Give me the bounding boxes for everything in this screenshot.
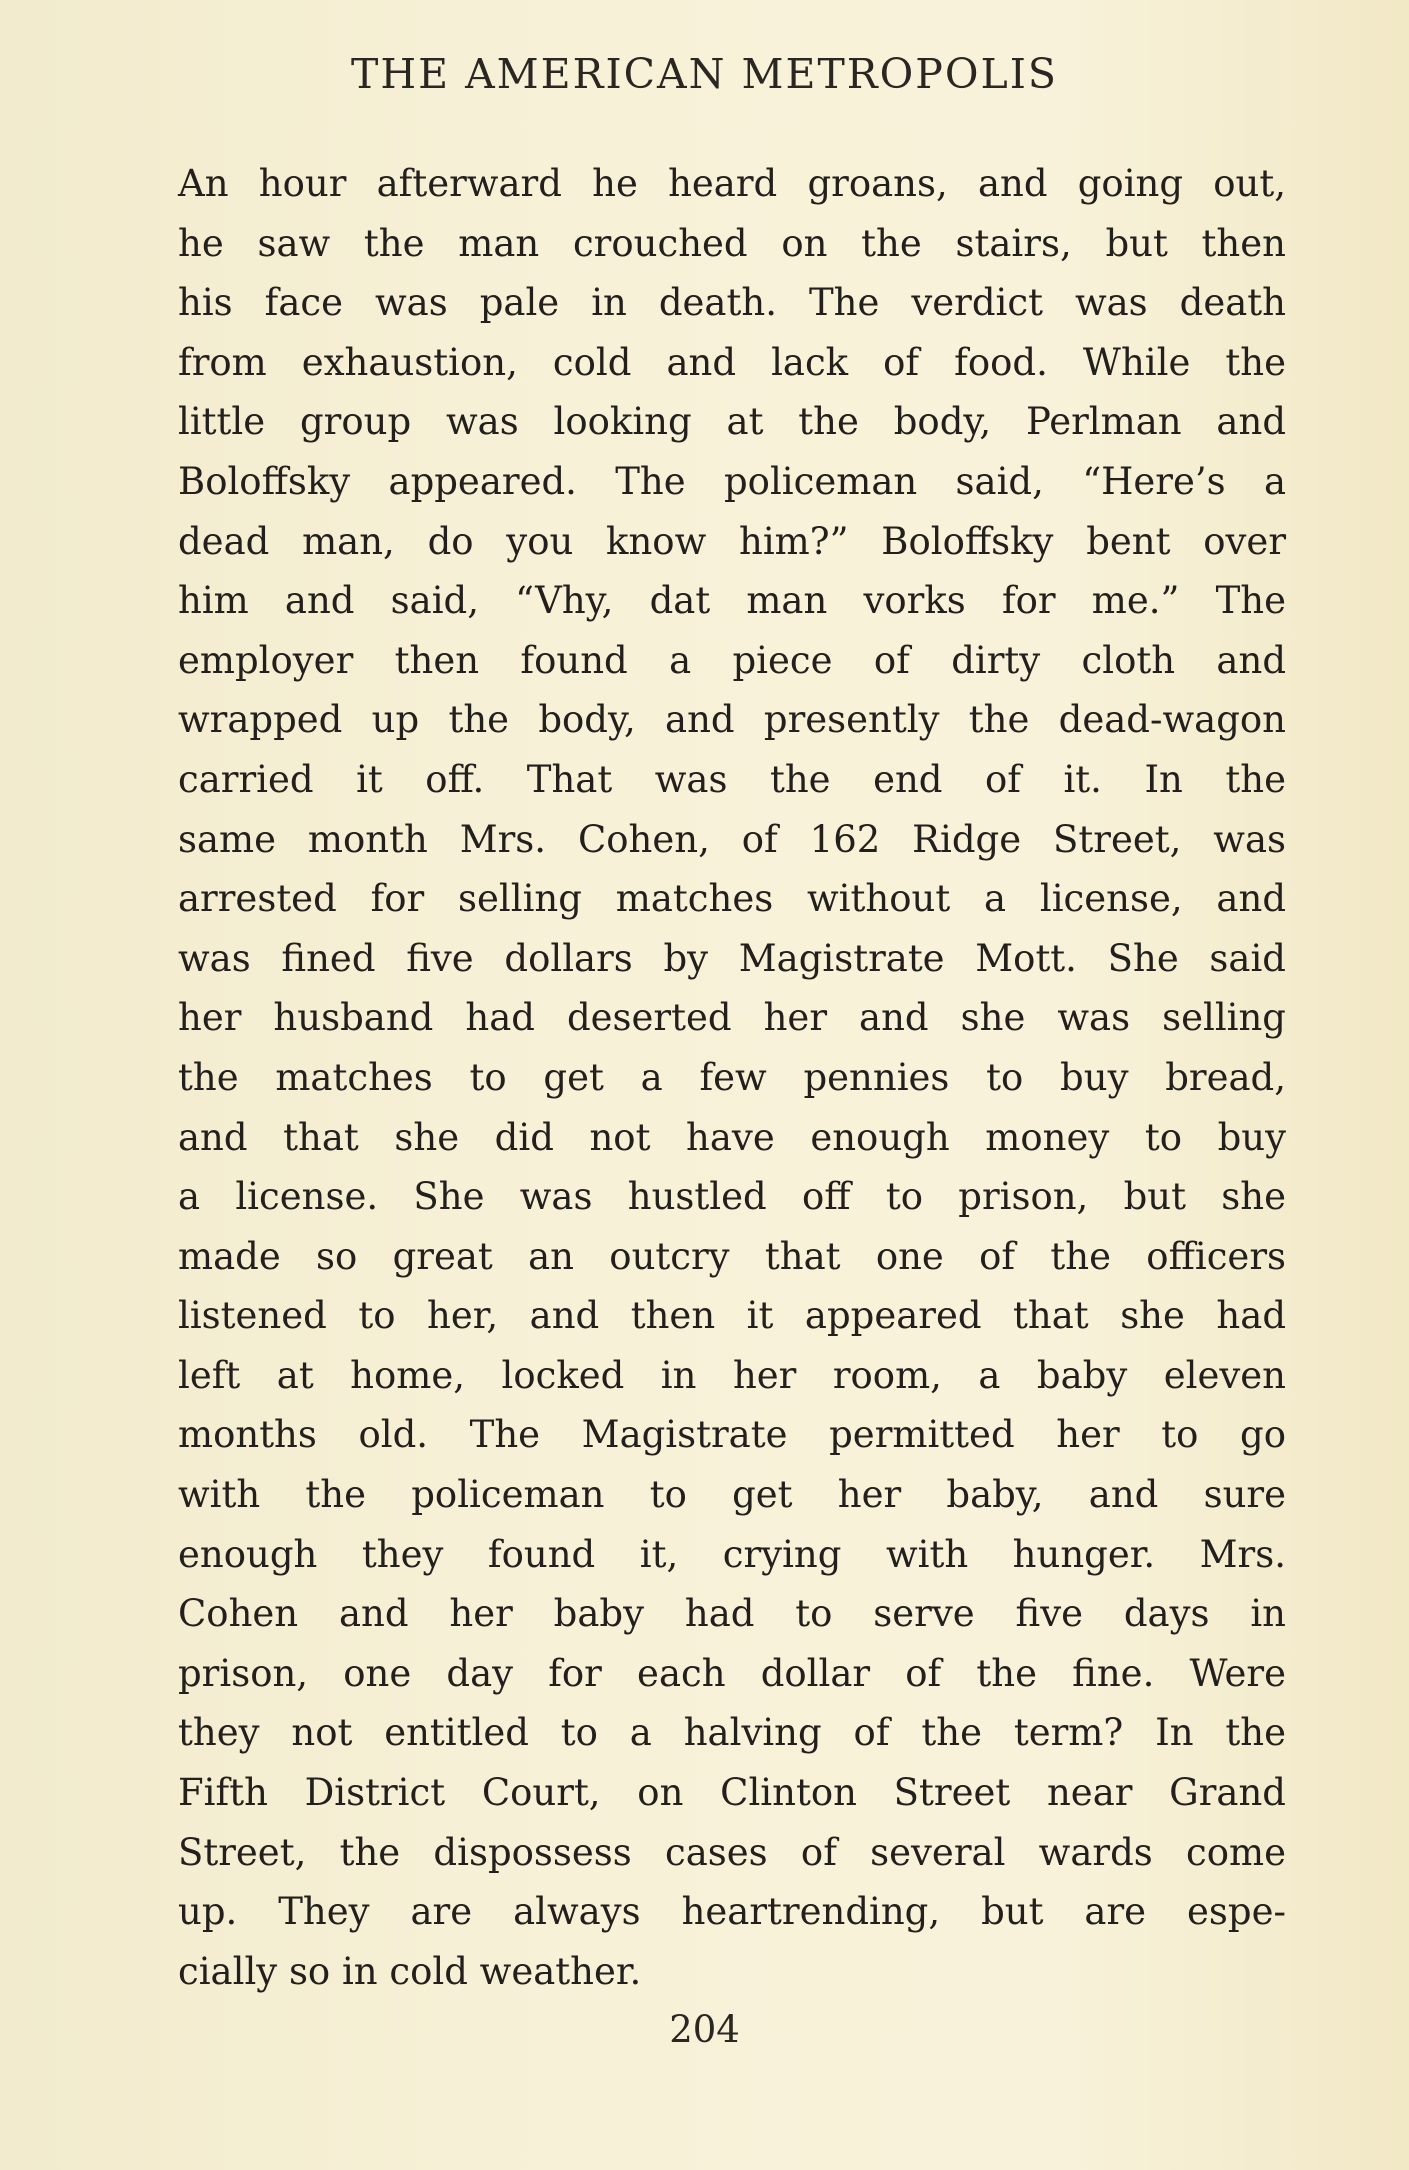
text-line: months old. The Magistrate permitted her to go [178, 1413, 1286, 1457]
text-line: carried it off. That was the end of it. In the [178, 757, 1286, 801]
text-line: dead man, do you know him?” Boloffsky bent over [178, 519, 1286, 563]
text-line: Boloffsky appeared. The policeman said, “Here’s a [178, 459, 1286, 503]
text-line: Fifth District Court, on Clinton Street near Grand [178, 1771, 1286, 1815]
text-line: with the policeman to get her baby, and sure [178, 1473, 1286, 1517]
text-line: wrapped up the body, and presently the dead-wagon [178, 698, 1286, 742]
text-line: enough they found it, crying with hunger. Mrs. [178, 1532, 1286, 1576]
text-line: a license. She was hustled off to prison, but she [178, 1175, 1286, 1219]
body-text [178, 154, 1286, 2001]
text-line: Cohen and her baby had to serve five days in [178, 1592, 1286, 1636]
text-line: little group was looking at the body, Perlman and [178, 400, 1286, 444]
text-line: and that she did not have enough money to buy [178, 1115, 1286, 1159]
running-head: THE AMERICAN METROPOLIS [351, 50, 1058, 98]
text-line: Street, the dispossess cases of several wards come [178, 1830, 1286, 1874]
text-line: An hour afterward he heard groans, and going out, [178, 162, 1286, 205]
text-line: the matches to get a few pennies to buy bread, [178, 1055, 1286, 1099]
text-line: his face was pale in death. The verdict was death [178, 281, 1286, 325]
text-line: employer then found a piece of dirty cloth and [178, 638, 1286, 682]
text-line: made so great an outcry that one of the officers [178, 1234, 1286, 1278]
text-line: him and said, “Vhy, dat man vorks for me.” The [178, 579, 1286, 623]
text-line: arrested for selling matches without a license, and [178, 877, 1286, 921]
text-line: up. They are always heartrending, but are espe- [178, 1890, 1286, 1934]
text-line: listened to her, and then it appeared that she had [178, 1294, 1286, 1338]
text-line: cially so in cold weather. [178, 1949, 642, 1993]
text-line: prison, one day for each dollar of the fine. Were [178, 1651, 1286, 1695]
text-line: same month Mrs. Cohen, of 162 Ridge Street, was [178, 817, 1286, 861]
page-number: 204 [669, 2008, 740, 2051]
text-line: from exhaustion, cold and lack of food. While the [178, 340, 1286, 384]
text-line: they not entitled to a halving of the term? In the [178, 1711, 1286, 1755]
text-line: her husband had deserted her and she was selling [178, 996, 1286, 1040]
text-line: he saw the man crouched on the stairs, but then [178, 221, 1286, 265]
text-line: was fined five dollars by Magistrate Mott. She said [178, 936, 1286, 980]
text-line: left at home, locked in her room, a baby eleven [178, 1353, 1286, 1397]
